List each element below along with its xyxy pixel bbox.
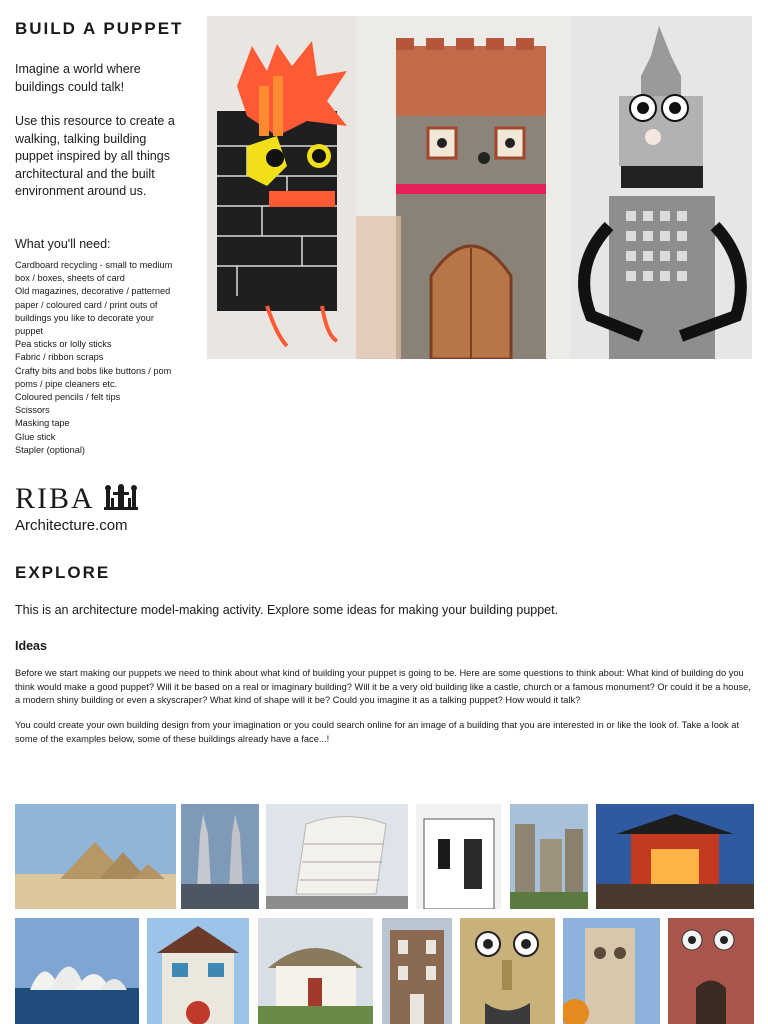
intro-tagline: Imagine a world where buildings could talk! xyxy=(15,62,141,94)
riba-lions-crest-icon xyxy=(101,484,141,514)
sydney-opera-house-image xyxy=(15,918,139,1024)
ideas-paragraph: Before we start making our puppets we need to think about what kind of building your puppet is going to be. Here are some questions to think about: What kind of building do you think would make a good puppet? Will it be based on a real or imaginary building? Will it be a very old building like a castle, church or a famous monument? Or could it be a house, a modern shiny building or even a skyscraper? What kind of shape will it be? Could you imagine it as a talking puppet? How would it talk? xyxy=(15,668,751,705)
petronas-towers-image xyxy=(181,804,259,909)
puppet-photo-brick xyxy=(207,16,356,359)
modern-house-image xyxy=(416,804,501,909)
materials-title: What you'll need: xyxy=(15,237,111,251)
list-item: Crafty bits and bobs like buttons / pom poms / pipe cleaners etc. xyxy=(15,365,172,389)
list-item: Cardboard recycling - small to medium box / boxes, sheets of card xyxy=(15,260,173,284)
brick-face-image xyxy=(668,918,754,1024)
riba-logo[interactable] xyxy=(15,484,155,538)
list-item: Masking tape xyxy=(15,418,70,429)
explore-intro: This is an architecture model-making activity. Explore some ideas for making your building puppet. xyxy=(15,603,559,617)
thumb-house-face xyxy=(147,918,249,1024)
thatched-cottage-image xyxy=(258,918,373,1024)
puppet-photos xyxy=(207,16,752,359)
puppet-castle-image xyxy=(356,16,571,359)
face-building-image xyxy=(460,918,555,1024)
thumb-japanese-gate xyxy=(596,804,754,909)
explore-heading: EXPLORE xyxy=(15,563,111,582)
ideas-title: Ideas xyxy=(15,639,47,653)
list-item: Glue stick xyxy=(15,431,56,442)
thumb-tower-building xyxy=(563,918,660,1024)
list-item: Scissors xyxy=(15,405,50,416)
thumb-victorian-house xyxy=(382,918,452,1024)
thumb-face-building xyxy=(460,918,555,1024)
thumb-thatched-cottage xyxy=(258,918,373,1024)
riba-website: Architecture.com xyxy=(15,517,128,534)
puppet-photo-skyscraper xyxy=(571,16,752,359)
list-item: Pea sticks or lolly sticks xyxy=(15,339,112,350)
intro-description: Use this resource to create a walking, talking building puppet inspired by all things architectural and the built environment around us. xyxy=(15,114,175,198)
materials-list xyxy=(15,259,175,457)
puppet-skyscraper-image xyxy=(571,16,752,359)
thumb-guggenheim xyxy=(266,804,408,909)
guggenheim-image xyxy=(266,804,408,909)
castle-image xyxy=(510,804,588,909)
examples-paragraph: You could create your own building design from your imagination or you could search online for an image of a building that you are interested in or like the look of. Take a look at some of the examples below, some of these buildings already have a face...! xyxy=(15,720,740,744)
puppet-photo-castle xyxy=(356,16,571,359)
thumb-sydney-opera-house xyxy=(15,918,139,1024)
thumb-brick-face xyxy=(668,918,754,1024)
list-item: Stapler (optional) xyxy=(15,444,85,455)
thumb-pyramids xyxy=(15,804,176,909)
victorian-house-image xyxy=(382,918,452,1024)
pyramids-image xyxy=(15,804,176,909)
list-item: Old magazines, decorative / patterned paper / coloured card / print outs of buildings you like to decorate your puppet xyxy=(15,286,171,337)
riba-wordmark: RIBA xyxy=(15,482,95,515)
list-item: Coloured pencils / felt tips xyxy=(15,392,121,403)
thumb-petronas-towers xyxy=(181,804,259,909)
puppet-brick-image xyxy=(207,16,356,359)
japanese-gate-image xyxy=(596,804,754,909)
list-item: Fabric / ribbon scraps xyxy=(15,352,104,363)
thumb-castle xyxy=(510,804,588,909)
page-title: BUILD A PUPPET xyxy=(15,19,184,38)
tower-building-image xyxy=(563,918,660,1024)
house-face-image xyxy=(147,918,249,1024)
thumb-modern-house xyxy=(416,804,501,909)
